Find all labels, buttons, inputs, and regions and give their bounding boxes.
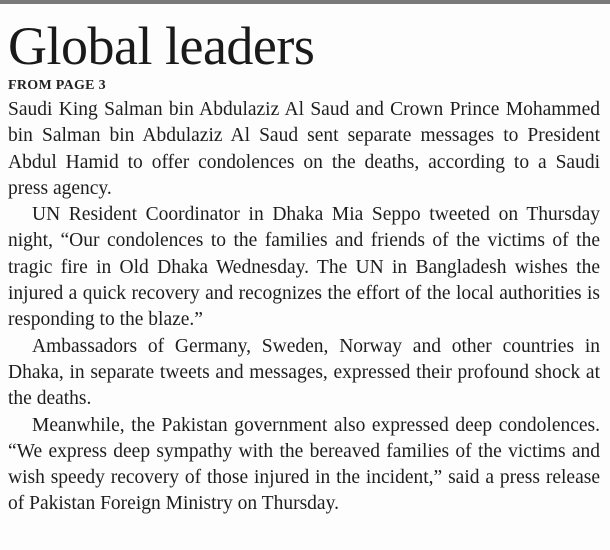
paragraph-un: UN Resident Coordinator in Dhaka Mia Seppo tweeted on Thursday night, “Our condolences to the families and friends of the victims of the tragic fire in Old Dhaka Wednesday. The UN in Bangladesh wishes the injured a quick recovery and recognizes the effort of the local authorities is responding to the blaze.” <box>8 204 600 331</box>
top-rule <box>0 0 610 4</box>
article <box>8 18 600 518</box>
paragraph-ambassadors: Ambassadors of Germany, Sweden, Norway and other countries in Dhaka, in separate tweets and messages, expressed their profound shock at the deaths. <box>8 335 600 410</box>
headline: Global leaders <box>8 16 315 76</box>
paragraph-pakistan: Meanwhile, the Pakistan government also expressed deep condolences. “We express deep sympathy with the bereaved families of the victims and wish speedy recovery of those injured in the incident,” said a press release of Pakistan Foreign Ministry on Thursday. <box>8 414 600 515</box>
continued-from-label: FROM PAGE 3 <box>8 78 106 93</box>
paragraph-saudi: Saudi King Salman bin Abdulaziz Al Saud and Crown Prince Mohammed bin Salman bin Abdulaziz Al Saud sent separate messages to President Abdul Hamid to offer condolences on the deaths, according to a Saudi press agency. <box>8 99 600 199</box>
article-body <box>8 97 600 518</box>
